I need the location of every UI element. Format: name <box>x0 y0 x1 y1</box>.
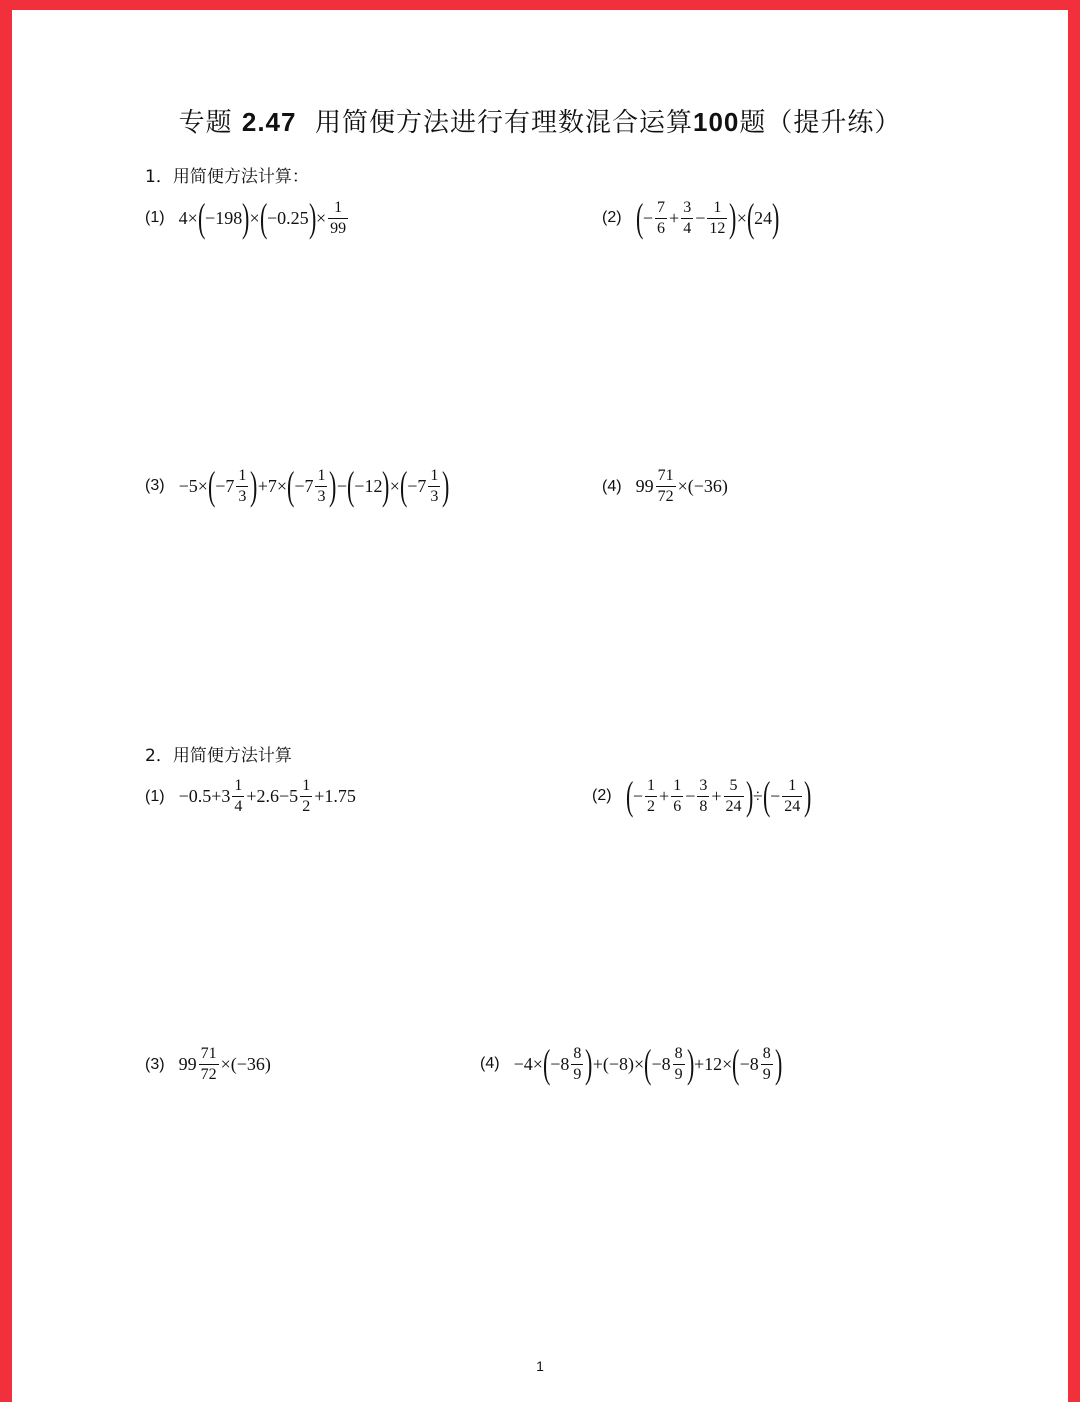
problem-1-3: (3) −5× ( −7 $\frac{1}{3}$ ) +7× ( −7 $\frac{1}{3}$ ) − ( −12 ) × ( −7 $\frac{1}{3}$ ) <box>145 463 450 508</box>
problem-1-4: (4) 99 $\frac{71}{72}$ ×(−36) <box>602 467 728 505</box>
section-2-label: 2．用简便方法计算 <box>145 746 292 766</box>
problem-2-2: (2) ( − $\frac{1}{2}$ + $\frac{1}{6}$ − $\frac{3}{8}$ + $\frac{5}{24}$ ) ÷ ( − $\frac{1}{24}$ ) <box>592 773 812 818</box>
section-1-label: 1．用简便方法计算： <box>145 167 309 187</box>
problem-1-1: (1) 4× ( −198 ) × ( −0.25 ) × $\frac{1}{99}$ <box>145 195 347 240</box>
page-title: 专题 2.47 用简便方法进行有理数混合运算100题（提升练） <box>178 107 902 138</box>
problem-2-1: (1) −0.5+3 $\frac{1}{4}$ +2.6−5 $\frac{1}{2}$ +1.75 <box>145 777 356 815</box>
problem-1-2: (2) ( − $\frac{7}{6}$ + $\frac{3}{4}$ − $\frac{1}{12}$ ) × ( 24 ) <box>602 195 780 240</box>
page-number: 1 <box>536 1358 544 1374</box>
problem-2-4: (4) −4× ( −8 $\frac{8}{9}$ ) +(−8)× ( −8 $\frac{8}{9}$ ) +12× ( −8 $\frac{8}{9}$ ) <box>480 1041 783 1086</box>
problem-2-3: (3) 99 $\frac{71}{72}$ ×(−36) <box>145 1045 271 1083</box>
